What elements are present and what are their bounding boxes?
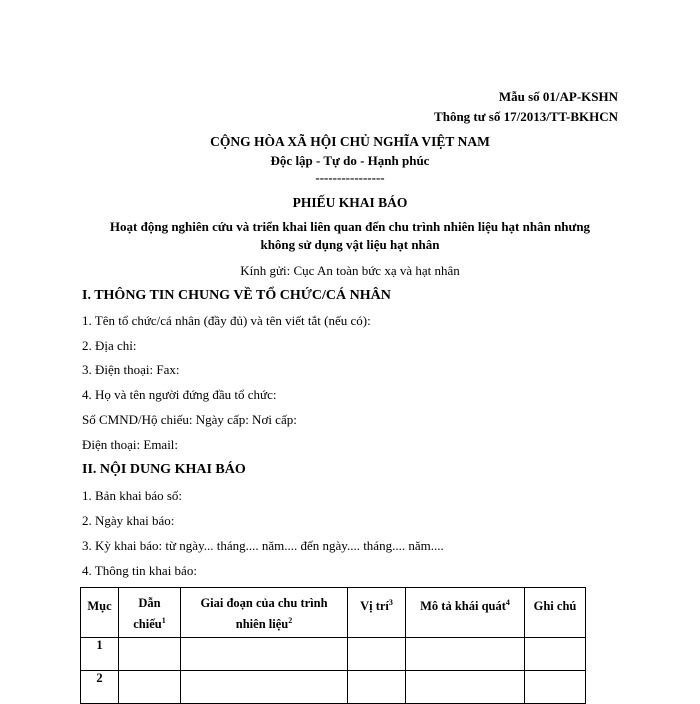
table-cell [525, 638, 586, 671]
table-cell [181, 638, 348, 671]
header-fuel-cycle-stage: Giai đoạn của chu trình nhiên liệu$^2$ [181, 588, 348, 638]
field-declaration-number: 1. Bản khai báo số: [82, 488, 183, 503]
header-description: Mô tả khái quát$^4$ [406, 588, 525, 638]
form-number: Mẫu số 01/AP-KSHN [498, 89, 618, 104]
header-item: Mục [81, 588, 119, 638]
table-row [81, 671, 586, 704]
table-cell [348, 671, 406, 704]
section2-heading: II. NỘI DUNG KHAI BÁO [82, 462, 246, 477]
motto-divider: ---------------- [315, 170, 385, 185]
header-reference: Dẫn chiếu$^1$ [119, 588, 181, 638]
field-id-card: Số CMND/Hộ chiếu: Ngày cấp: Nơi cấp: [82, 412, 297, 427]
addressee: Kính gửi: Cục An toàn bức xạ và hạt nhân [240, 263, 460, 278]
row-number: 2 [81, 671, 119, 704]
section1-heading: I. THÔNG TIN CHUNG VỀ TỔ CHỨC/CÁ NHÂN [82, 288, 391, 303]
field-phone-fax: 3. Điện thoại: Fax: [82, 362, 180, 377]
table-cell [119, 671, 181, 704]
national-title: CỘNG HÒA XÃ HỘI CHỦ NGHĨA VIỆT NAM [210, 134, 490, 149]
field-organization-name: 1. Tên tổ chức/cá nhân (đầy đủ) và tên viết tắt (nếu có): [82, 313, 371, 328]
header-location: Vị trí$^3$ [348, 588, 406, 638]
form-subtitle-line1: Hoạt động nghiên cứu và triển khai liên quan đến chu trình nhiên liệu hạt nhân nhưng [109, 219, 591, 234]
header-notes: Ghi chú [525, 588, 586, 638]
field-head-of-organization: 4. Họ và tên người đứng đầu tổ chức: [82, 387, 277, 402]
national-motto: Độc lập - Tự do - Hạnh phúc [270, 153, 430, 168]
field-declaration-period: 3. Kỳ khai báo: từ ngày... tháng.... năm.... đến ngày.... tháng.... năm.... [82, 538, 444, 553]
form-subtitle-line2: không sử dụng vật liệu hạt nhân [260, 237, 440, 252]
table-header-row [81, 588, 586, 638]
field-declaration-info: 4. Thông tin khai báo: [82, 563, 197, 578]
field-address: 2. Địa chỉ: [82, 338, 137, 353]
field-declaration-date: 2. Ngày khai báo: [82, 513, 175, 528]
table-cell [525, 671, 586, 704]
table-row [81, 638, 586, 671]
table-cell [406, 638, 525, 671]
declaration-table [80, 587, 586, 704]
field-phone-email: Điện thoại: Email: [82, 437, 179, 452]
row-number: 1 [81, 638, 119, 671]
table-cell [406, 671, 525, 704]
table-cell [348, 638, 406, 671]
table-cell [181, 671, 348, 704]
form-title: PHIẾU KHAI BÁO [292, 195, 408, 210]
table-cell [119, 638, 181, 671]
circular-reference: Thông tư số 17/2013/TT-BKHCN [434, 109, 618, 124]
